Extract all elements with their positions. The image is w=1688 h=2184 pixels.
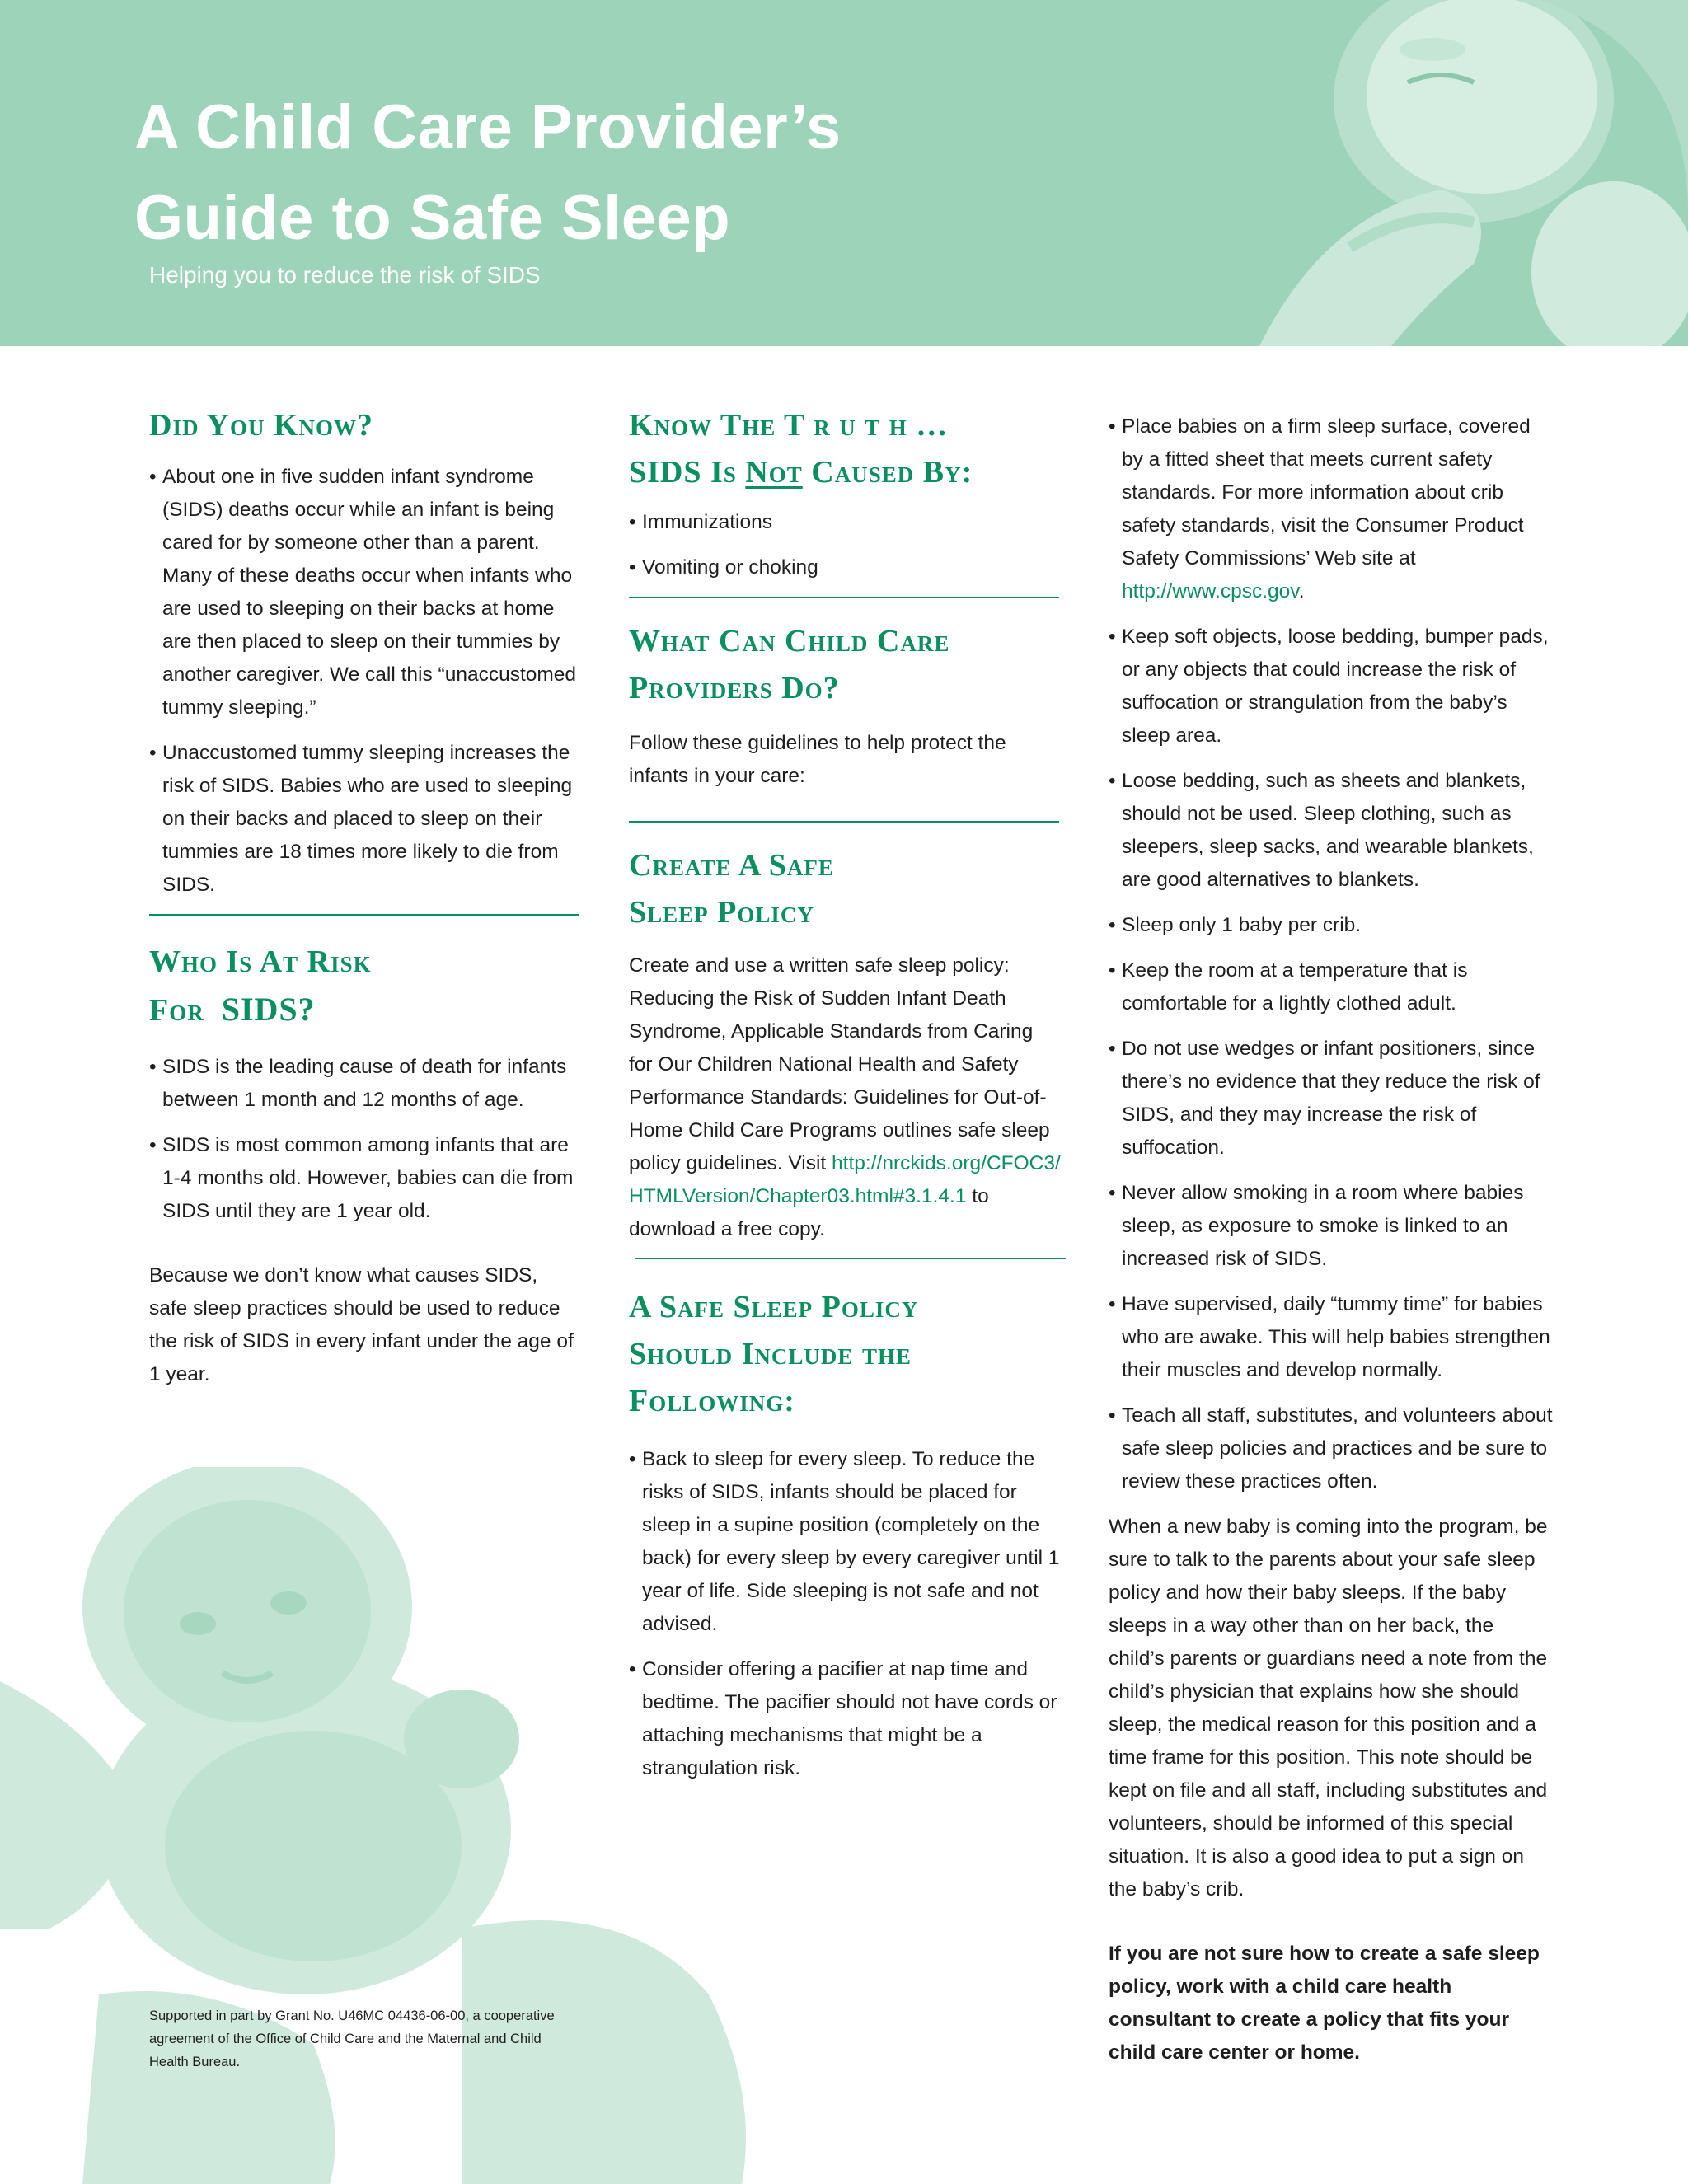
list-item: • About one in five sudden infant syndrome (SIDS) deaths occur while an infant is being cared for by someone other than a parent. Many of these deaths occur when infants who are used to sleeping on their backs at home are then placed to sleep on their tummies by another caregiver. We call this “unaccustomed tummy sleeping.” — [149, 461, 578, 724]
heading-line: Know The T r u t h … — [629, 408, 949, 443]
column-middle — [629, 402, 1062, 1797]
list-item: • Sleep only 1 baby per crib. — [1109, 909, 1554, 942]
heading-line: Should Include the — [629, 1337, 912, 1371]
guidelines-intro: Follow these guidelines to help protect the infants in your care: — [629, 732, 1006, 787]
heading-create-policy — [629, 842, 1062, 936]
page-subtitle: Helping you to reduce the risk of SIDS — [149, 262, 541, 288]
list-item: • Keep the room at a temperature that is comfortable for a lightly clothed adult. — [1109, 954, 1554, 1020]
section-divider — [629, 597, 1059, 598]
heading-line: A Safe Sleep Policy — [629, 1290, 919, 1324]
list-item: • Teach all staff, substitutes, and volunteers about safe sleep policies and practices and be sure to review these practices often. — [1109, 1399, 1554, 1498]
heading-not-underlined: Not — [745, 455, 803, 490]
did-you-know-list — [149, 461, 578, 902]
crib-standards-text: Place babies on a firm sleep surface, covered by a fitted sheet that meets current safety standards. For more information about crib safety standards, visit the Consumer Product Safety Commissions’ Web site at — [1122, 415, 1531, 569]
header-banner — [0, 0, 1688, 346]
list-item — [1109, 410, 1554, 608]
list-item: • Have supervised, daily “tummy time” for babies who are awake. This will help babies strengthen their muscles and develop normally. — [1109, 1288, 1554, 1387]
list-item: • Keep soft objects, loose bedding, bumper pads, or any objects that could increase the risk of suffocation or strangulation from the baby’s sleep area. — [1109, 621, 1554, 752]
heading-line: For — [149, 993, 204, 1028]
heading-policy-should-include — [629, 1284, 1062, 1425]
heading-line: SIDS Is — [629, 455, 746, 490]
cpsc-link[interactable]: http://www.cpsc.gov — [1122, 580, 1299, 602]
heading-line: Following: — [629, 1384, 795, 1418]
list-item: • Vomiting or choking — [629, 551, 1062, 584]
risk-list — [149, 1051, 578, 1228]
grant-footnote: Supported in part by Grant No. U46MC 04436-06-00, a cooperative agreement of the Office of Child Care and the Maternal and Child Health Bureau. — [149, 2008, 555, 2069]
consultant-note: If you are not sure how to create a safe sleep policy, work with a child care health consultant to create a policy that fits your child care center or home. — [1109, 1943, 1540, 2064]
title-line-2: Guide to Safe Sleep — [134, 183, 731, 253]
section-divider — [635, 1258, 1066, 1259]
page-title — [134, 82, 842, 264]
column-right — [1109, 410, 1554, 2069]
list-item: • SIDS is the leading cause of death for infants between 1 month and 12 months of age. — [149, 1051, 578, 1117]
heading-line: Caused By: — [802, 455, 973, 490]
column-left — [149, 402, 578, 1391]
list-item: • Back to sleep for every sleep. To reduce the risks of SIDS, infants should be placed for sleep in a supine position (completely on the back) for every sleep by every caregiver until 1 year of life. Side sleeping is not safe and not advised. — [629, 1443, 1062, 1641]
heading-know-the-truth — [629, 402, 1062, 496]
section-divider — [629, 821, 1059, 823]
heading-line: Create A Safe — [629, 848, 834, 883]
heading-line: Who Is At Risk — [149, 944, 372, 979]
list-item: • Loose bedding, such as sheets and blankets, should not be used. Sleep clothing, such as sleepers, sleep sacks, and wearable blankets, are good alternatives to blankets. — [1109, 765, 1554, 897]
policy-continued-list — [1109, 410, 1554, 1498]
list-item: • Never allow smoking in a room where babies sleep, as exposure to smoke is linked to an increased risk of SIDS. — [1109, 1177, 1554, 1276]
heading-line: What Can Child Care — [629, 624, 950, 658]
list-item: • Immunizations — [629, 506, 1062, 539]
list-item: • Do not use wedges or infant positioners, since there’s no evidence that they reduce the risk of SIDS, and they may increase the risk of suffocation. — [1109, 1033, 1554, 1165]
section-divider — [149, 914, 579, 916]
create-policy-suffix: to download a free copy. — [629, 1185, 989, 1240]
new-baby-paragraph: When a new baby is coming into the program, be sure to talk to the parents about your safe sleep policy and how their baby sleeps. If the baby sleeps in a way other than on her back, the child’s parents or guardians need a note from the child’s physician that explains how she should sleep, the medical reason for this position and a time frame for this position. This note should be kept on file and all staff, including substitutes and volunteers, should be informed of this special situation. It is also a good idea to put a sign on the baby’s crib. — [1109, 1516, 1548, 1900]
risk-paragraph: Because we don’t know what causes SIDS, safe sleep practices should be used to reduce the risk of SIDS in every infant under the age of 1 year. — [149, 1264, 574, 1385]
cfoc-link[interactable]: http://nrckids.org/CFOC3/HTMLVersion/Chapter03.html#3.1.4.1 — [629, 1152, 1061, 1207]
list-item: • SIDS is most common among infants that are 1-4 months old. However, babies can die from SIDS until they are 1 year old. — [149, 1129, 578, 1228]
not-caused-by-list — [629, 506, 1062, 584]
heading-line: SIDS? — [221, 991, 316, 1028]
heading-did-you-know: Did You Know? — [149, 408, 374, 443]
crib-standards-end: . — [1298, 580, 1305, 602]
policy-include-list — [629, 1443, 1062, 1785]
create-policy-paragraph — [629, 949, 1062, 1246]
heading-line: Providers Do? — [629, 671, 840, 705]
create-policy-text: Create and use a written safe sleep policy: Reducing the Risk of Sudden Infant Death Syndrome, Applicable Standards from Caring for Our Children National Health and Safety Performance Standards: Guidelines for Out-of-Home Child Care Programs outlines safe sleep policy guidelines. Visit — [629, 954, 1050, 1174]
list-item: • Consider offering a pacifier at nap time and bedtime. The pacifier should not have cords or attaching mechanisms that might be a strangulation risk. — [629, 1653, 1062, 1785]
title-line-1: A Child Care Provider’s — [134, 92, 842, 162]
heading-who-at-risk — [149, 939, 578, 1034]
heading-what-can-providers-do — [629, 618, 1062, 712]
heading-line: Sleep Policy — [629, 895, 814, 930]
sleeping-baby-photo — [1226, 0, 1688, 346]
list-item: • Unaccustomed tummy sleeping increases the risk of SIDS. Babies who are used to sleeping on their backs and placed to sleep on their tummies are 18 times more likely to die from SIDS. — [149, 737, 578, 902]
